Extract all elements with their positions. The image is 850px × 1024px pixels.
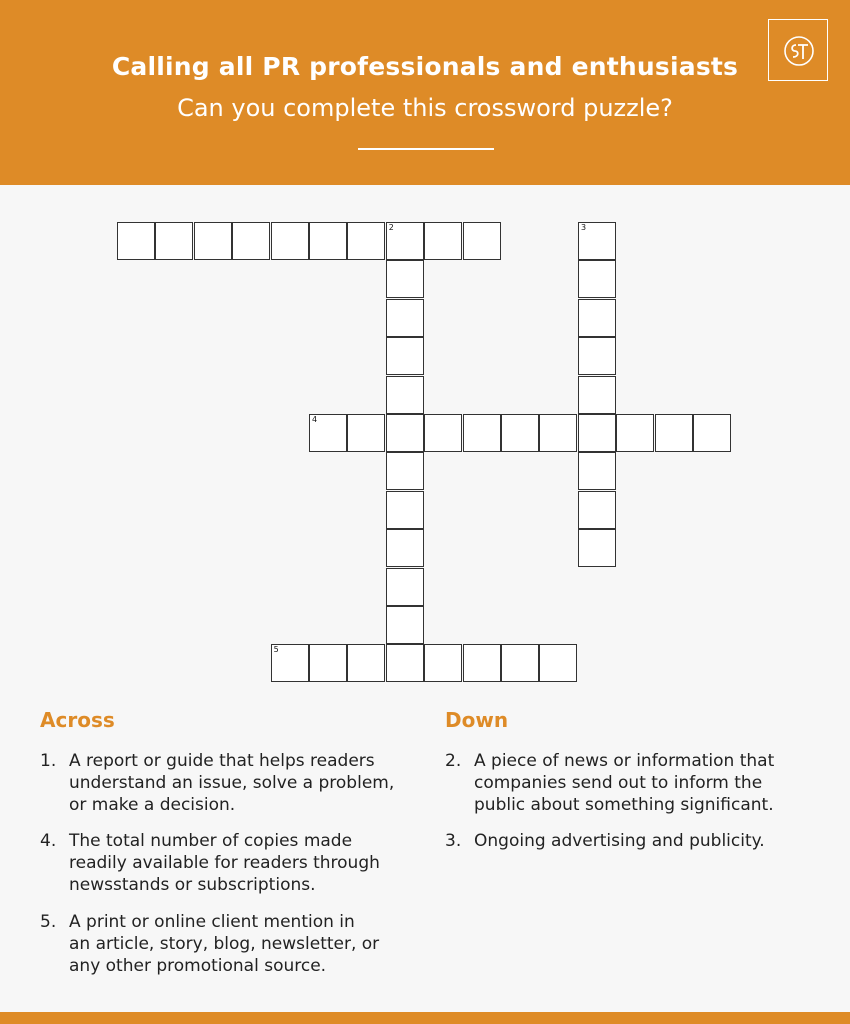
crossword-cell[interactable] [616,414,654,452]
clue-line: A print or online client mention in [69,912,355,932]
across-clue [40,750,420,816]
crossword-cell[interactable] [578,260,616,298]
crossword-cell[interactable] [578,491,616,529]
crossword-cell[interactable] [386,299,424,337]
crossword-cell[interactable] [386,568,424,606]
crossword-cell[interactable] [539,644,577,682]
clue-line: The total number of copies made [69,831,353,851]
crossword-cell[interactable] [271,222,309,260]
clue-number: 5 [273,645,279,655]
crossword-cell[interactable] [347,644,385,682]
clue-index: 1. [40,751,57,771]
crossword-cell[interactable] [309,644,347,682]
crossword-cell[interactable] [309,222,347,260]
crossword-cell[interactable] [693,414,731,452]
crossword-cell[interactable] [194,222,232,260]
clue-text [69,830,380,896]
crossword-cell[interactable] [117,222,155,260]
crossword-cell[interactable] [386,606,424,644]
crossword-cell[interactable] [578,529,616,567]
clue-line: Ongoing advertising and publicity. [474,831,765,851]
footer-bar [0,1012,850,1024]
crossword-cell[interactable] [424,222,462,260]
page-subtitle: Can you complete this crossword puzzle? [177,94,673,122]
down-heading: Down [445,708,509,732]
crossword-cell[interactable] [655,414,693,452]
crossword-cell[interactable] [386,376,424,414]
crossword-cell[interactable] [386,491,424,529]
clue-line: or make a decision. [69,795,236,815]
crossword-cell[interactable] [386,644,424,682]
crossword-cell[interactable] [463,644,501,682]
crossword-cell[interactable] [463,222,501,260]
crossword-cell[interactable] [463,414,501,452]
crossword-cell[interactable] [578,222,616,260]
across-clue [40,830,420,896]
clue-text [69,750,394,816]
clue-number: 3 [581,223,587,232]
clue-line: an article, story, blog, newsletter, or [69,934,380,954]
crossword-cell[interactable] [386,452,424,490]
down-clue [445,830,825,852]
crossword-cell[interactable] [578,376,616,414]
crossword-cell[interactable] [386,529,424,567]
crossword-cell[interactable] [386,337,424,375]
clue-index: 5. [40,912,57,932]
crossword-cell[interactable] [232,222,270,260]
crossword-cell[interactable] [347,414,385,452]
down-clue [445,750,825,816]
crossword-cell[interactable] [578,452,616,490]
clue-number: 2 [388,223,394,232]
clue-index: 4. [40,831,57,851]
crossword-cell[interactable] [578,299,616,337]
crossword-cell[interactable] [501,414,539,452]
crossword-cell[interactable] [386,222,424,260]
crossword-cell[interactable] [309,414,347,452]
crossword-cell[interactable] [155,222,193,260]
crossword-cell[interactable] [424,414,462,452]
clue-line: public about something significant. [474,795,774,815]
crossword-cell[interactable] [539,414,577,452]
clue-line: readily available for readers through [69,853,380,873]
clue-line: understand an issue, solve a problem, [69,773,395,793]
crossword-cell[interactable] [271,644,309,682]
page-title: Calling all PR professionals and enthusiasts [111,52,739,81]
crossword-cell[interactable] [347,222,385,260]
crossword-cell[interactable] [578,414,616,452]
across-heading: Across [40,708,115,732]
clue-line: A report or guide that helps readers [69,751,375,771]
crossword-cell[interactable] [501,644,539,682]
crossword-cell[interactable] [386,414,424,452]
crossword-cell[interactable] [578,337,616,375]
clue-text [69,911,379,977]
across-clue [40,911,420,977]
crossword-cell[interactable] [386,260,424,298]
clue-text [474,750,774,816]
clue-line: newsstands or subscriptions. [69,875,316,895]
clue-line: A piece of news or information that [474,751,775,771]
clue-text [474,830,765,852]
crossword-cell[interactable] [424,644,462,682]
clue-line: companies send out to inform the [474,773,763,793]
clue-index: 3. [445,831,462,851]
clue-index: 2. [445,751,462,771]
clue-number: 4 [312,415,318,424]
clue-line: any other promotional source. [69,956,327,976]
